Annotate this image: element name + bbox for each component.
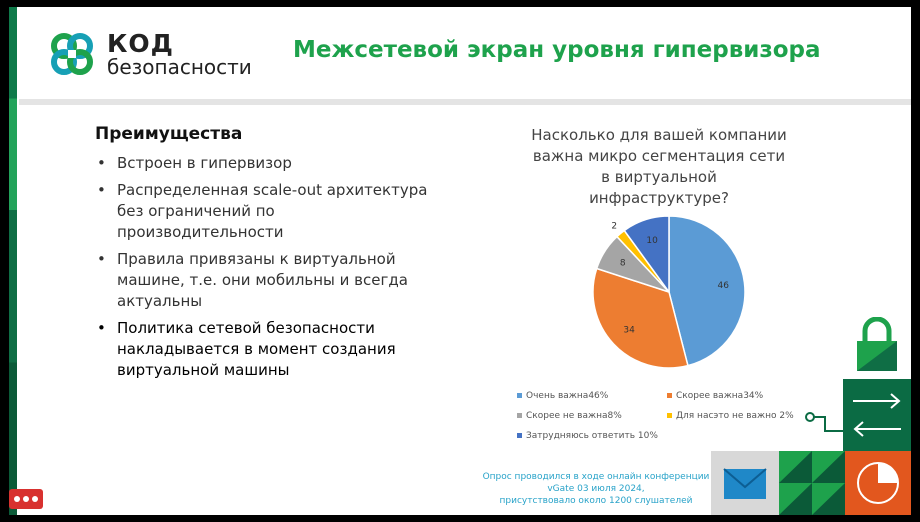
logo-line2: безопасности bbox=[107, 55, 252, 79]
pie-data-label: 46 bbox=[717, 281, 730, 292]
legend-swatch bbox=[667, 413, 672, 418]
logo-knot-icon bbox=[45, 27, 99, 81]
footnote-line3: присутствовало около 1200 слушателей bbox=[499, 496, 693, 506]
pie-tile-icon bbox=[845, 451, 911, 515]
slide bbox=[9, 7, 911, 515]
title-divider bbox=[19, 99, 911, 105]
pie-data-label: 10 bbox=[646, 235, 658, 246]
legend-item bbox=[517, 411, 622, 421]
advantages-list bbox=[95, 153, 445, 387]
legend-swatch bbox=[517, 413, 522, 418]
connector-line bbox=[785, 411, 845, 435]
legend-item bbox=[517, 431, 658, 441]
envelope-tile-icon bbox=[711, 451, 779, 515]
left-accent-bar bbox=[9, 7, 17, 515]
lock-icon bbox=[855, 317, 899, 373]
legend-swatch bbox=[517, 393, 522, 398]
footnote-line2: vGate 03 июля 2024, bbox=[547, 484, 645, 494]
legend-label: Скорее важна34% bbox=[676, 391, 764, 401]
legend-label: Очень важна46% bbox=[526, 391, 609, 401]
legend-swatch bbox=[517, 433, 522, 438]
record-menu-button[interactable] bbox=[9, 489, 43, 509]
logo-line1: КОД bbox=[107, 29, 174, 58]
advantages-heading: Преимущества bbox=[95, 124, 243, 144]
advantage-item: • Распределенная scale-out архитектура без ограничений по производительности bbox=[95, 180, 445, 243]
advantage-item: • Правила привязаны к виртуальной машине, т.е. они мобильны и всегда актуальны bbox=[95, 249, 445, 312]
pie-data-label: 2 bbox=[611, 221, 618, 232]
pie-chart bbox=[569, 205, 769, 385]
legend-label: Скорее не важна8% bbox=[526, 411, 622, 421]
advantage-item: • Встроен в гипервизор bbox=[95, 153, 445, 174]
legend-label: Затрудняюсь ответить 10% bbox=[526, 431, 658, 441]
pie-data-label: 34 bbox=[623, 325, 635, 336]
advantage-item: • Политика сетевой безопасности накладывается в момент создания виртуальной машины bbox=[95, 318, 445, 381]
slide-frame bbox=[3, 3, 915, 517]
survey-footnote bbox=[477, 471, 715, 507]
arrows-tile-icon bbox=[843, 379, 911, 451]
triangles-tile-icon bbox=[779, 451, 845, 515]
legend-item bbox=[517, 391, 608, 401]
footnote-line1: Опрос проводился в ходе онлайн конференции bbox=[482, 472, 710, 482]
legend-item bbox=[667, 411, 794, 421]
chart-title: Насколько для вашей компании важна микро сегментация сети в виртуальной инфраструктуре? bbox=[531, 126, 787, 207]
logo bbox=[45, 25, 252, 85]
slide-title: Межсетевой экран уровня гипервизора bbox=[293, 37, 821, 63]
legend-item bbox=[667, 391, 763, 401]
legend-swatch bbox=[667, 393, 672, 398]
pie-data-label: 8 bbox=[619, 258, 626, 269]
legend-label: Для насэто не важно 2% bbox=[676, 411, 794, 421]
